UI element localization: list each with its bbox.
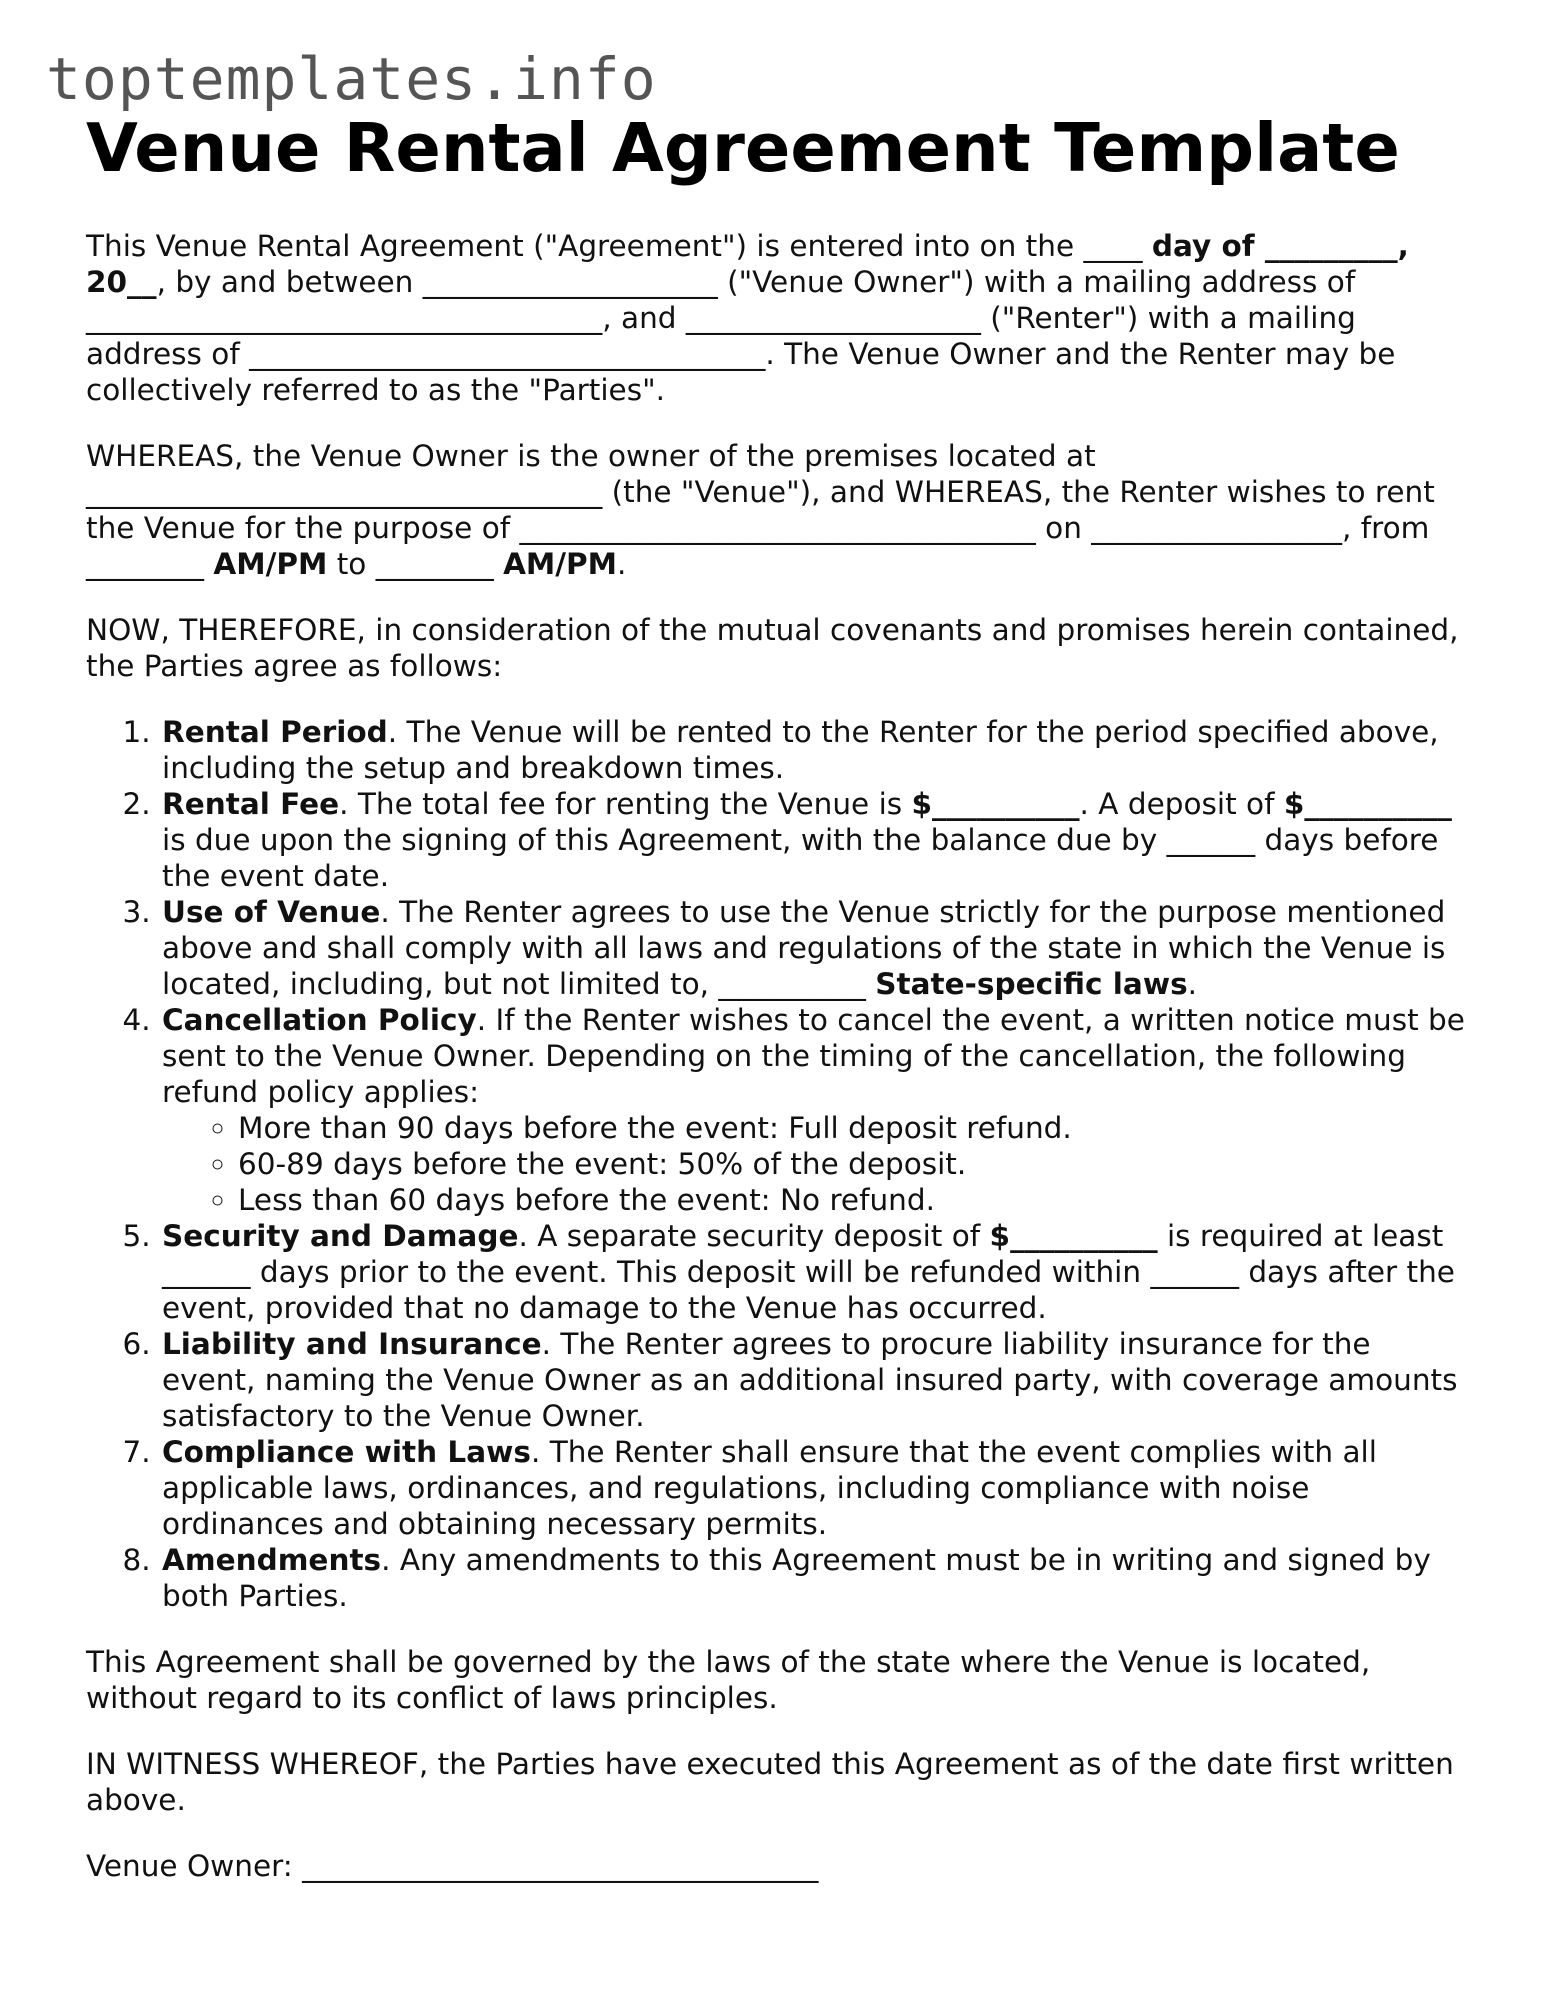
intro-text-rest: , by and between ____________________ ("Venue Owner") with a mailing address of ___________________________________, and ____________________ ("Renter") with a mailing address of ___________________________________. The Venue Owner and the Renter may be collectively referred to as the "Parties". [86, 265, 1396, 407]
fee-amount-blank: $__________ [911, 787, 1080, 821]
term-text: . If the Renter wishes to cancel the event, a written notice must be sent to the Venue Owner. Depending on the timing of the cancellation, the following refund policy applies: [162, 1003, 1465, 1109]
term-title: Compliance with Laws [162, 1435, 531, 1469]
term-text: . A deposit of [1079, 787, 1284, 821]
deposit-amount-blank: $__________ [1283, 787, 1452, 821]
whereas-text: WHEREAS, the Venue Owner is the owner of the premises located at ___________________________________ (the "Venue"), and WHEREAS, the Renter wishes to rent the Venue for the purpose of ___________________________________ on _________________, from ________ [86, 439, 1435, 581]
refund-item: ◦ More than 90 days before the event: Full deposit refund. [238, 1110, 1466, 1146]
term-security-and-damage [160, 1218, 1466, 1326]
term-title: Security and Damage [162, 1219, 519, 1253]
therefore-paragraph: NOW, THEREFORE, in consideration of the mutual covenants and promises herein contained, the Parties agree as follows: [86, 613, 1459, 683]
term-text: . The Renter shall ensure that the event complies with all applicable laws, ordinances, and regulations, including compliance with noise ordinances and obtaining necessary permits. [162, 1435, 1377, 1541]
venue-owner-signature-line: Venue Owner: ___________________________________ [86, 1849, 819, 1883]
term-text: . The Renter agrees to use the Venue strictly for the purpose mentioned above and shall comply with all laws and regulations of the state in which the Venue is located, including, but not limited to, __________ [162, 895, 1446, 1001]
term-rental-period [160, 714, 1466, 786]
intro-date-bold: day of _________, 20__ [86, 229, 1409, 299]
governing-law-paragraph: This Agreement shall be governed by the laws of the state where the Venue is located, without regard to its conflict of laws principles. [86, 1645, 1371, 1715]
whereas-ampm-end: AM/PM [503, 547, 618, 581]
refund-policy-list [162, 1110, 1466, 1218]
intro-text: This Venue Rental Agreement ("Agreement") is entered into on the ____ [86, 229, 1152, 263]
terms-list [86, 714, 1466, 1614]
refund-item: ◦ 60-89 days before the event: 50% of the deposit. [238, 1146, 1466, 1182]
whereas-period: . [617, 547, 627, 581]
whereas-paragraph [86, 438, 1466, 582]
term-text: . [1187, 967, 1198, 1001]
document-title: Venue Rental Agreement Template [86, 109, 1400, 187]
term-text: is required at least ______ days prior to the event. This deposit will be refunded within ______ days after the event, provided that no damage to the Venue has occurred. [162, 1219, 1455, 1325]
term-liability-and-insurance [160, 1326, 1466, 1434]
term-text: . A separate security deposit of [518, 1219, 990, 1253]
term-text: . The Venue will be rented to the Renter for the period specified above, including the setup and breakdown times. [162, 715, 1439, 785]
document-body [86, 108, 1466, 1884]
site-watermark: toptemplates.info [46, 45, 657, 113]
term-text: . The total fee for renting the Venue is [339, 787, 912, 821]
term-use-of-venue [160, 894, 1466, 1002]
security-deposit-blank: $__________ [989, 1219, 1158, 1253]
term-title: Rental Period [162, 715, 388, 749]
term-text: is due upon the signing of this Agreement, with the balance due by ______ days before the event date. [162, 823, 1439, 893]
term-text: . The Renter agrees to procure liability insurance for the event, naming the Venue Owner as an additional insured party, with coverage amounts satisfactory to the Venue Owner. [162, 1327, 1458, 1433]
term-rental-fee [160, 786, 1466, 894]
term-compliance-with-laws [160, 1434, 1466, 1542]
term-title: Rental Fee [162, 787, 340, 821]
term-title: Liability and Insurance [162, 1327, 542, 1361]
witness-paragraph: IN WITNESS WHEREOF, the Parties have executed this Agreement as of the date first written above. [86, 1747, 1454, 1817]
state-laws-bold: State-specific laws [875, 967, 1188, 1001]
whereas-text-to: to ________ [327, 547, 504, 581]
term-text: . Any amendments to this Agreement must be in writing and signed by both Parties. [162, 1543, 1431, 1613]
term-amendments [160, 1542, 1466, 1614]
intro-paragraph [86, 228, 1466, 408]
term-title: Use of Venue [162, 895, 381, 929]
whereas-ampm-start: AM/PM [213, 547, 328, 581]
term-title: Amendments [162, 1543, 382, 1577]
refund-item: ◦ Less than 60 days before the event: No refund. [238, 1182, 1466, 1218]
term-title: Cancellation Policy [162, 1003, 477, 1037]
term-cancellation-policy [160, 1002, 1466, 1218]
